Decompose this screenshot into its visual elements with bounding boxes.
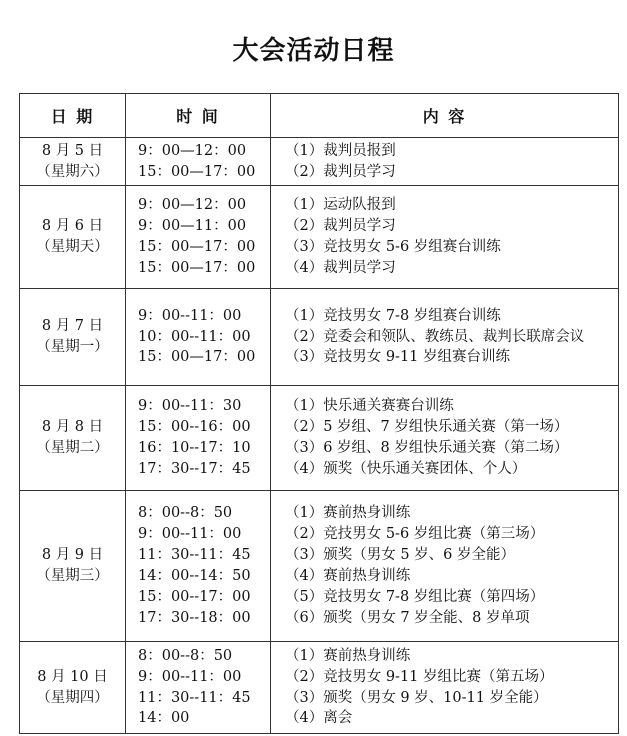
date-text: 8 月 8 日 xyxy=(41,419,104,435)
header-time: 时 间 xyxy=(126,94,271,138)
table-row xyxy=(20,642,619,734)
weekday-text: （星期六） xyxy=(36,163,109,180)
time-slot: 11：30--11：45 xyxy=(138,547,251,564)
activity-item: （2）5 岁组、7 岁组快乐通关赛（第一场） xyxy=(285,419,569,436)
table-row xyxy=(20,491,619,642)
weekday-text: （星期四） xyxy=(36,689,109,706)
weekday-text: （星期一） xyxy=(36,339,109,355)
activity-item: （1）赛前热身训练 xyxy=(285,647,411,664)
time-slot: 15：00—17：00 xyxy=(138,163,256,180)
activity-item: （5）竞技男女 7-8 岁组比赛（第四场） xyxy=(285,588,545,605)
table-row xyxy=(20,386,619,491)
time-slot: 16：10--17：10 xyxy=(138,440,251,456)
activity-item: （1）竞技男女 7-8 岁组赛台训练 xyxy=(285,307,501,324)
content-cell xyxy=(271,386,619,491)
table-row xyxy=(20,289,619,386)
time-slot: 9：00—12：00 xyxy=(138,142,247,159)
content-cell xyxy=(271,186,619,289)
time-slot: 15：00--17：00 xyxy=(138,588,251,605)
time-slot: 15：00—17：00 xyxy=(138,259,256,276)
activity-item: （6）颁奖（男女 7 岁全能、8 岁单项 xyxy=(285,609,530,626)
schedule-table xyxy=(19,93,619,734)
date-cell xyxy=(20,138,126,186)
time-slot: 14：00--14：50 xyxy=(138,568,251,584)
activity-item: （1）裁判员报到 xyxy=(285,142,396,159)
activity-item: （1）赛前热身训练 xyxy=(285,505,411,522)
date-cell xyxy=(20,186,126,289)
time-slot: 15：00—17：00 xyxy=(138,239,256,255)
time-cell xyxy=(126,386,271,491)
date-text: 8 月 5 日 xyxy=(41,142,104,159)
time-slot: 17：30--17：45 xyxy=(138,460,251,477)
table-row xyxy=(20,138,619,186)
time-slot: 14：00 xyxy=(138,710,190,727)
weekday-text: （星期三） xyxy=(36,568,109,584)
date-text: 8 月 6 日 xyxy=(41,218,104,234)
activity-item: （3）颁奖（男女 5 岁、6 岁全能） xyxy=(285,547,516,564)
header-content: 内 容 xyxy=(271,94,619,138)
activity-item: （1）快乐通关赛赛台训练 xyxy=(285,398,454,415)
time-slot: 15：00—17：00 xyxy=(138,349,256,366)
time-slot: 9：00--11：00 xyxy=(138,668,242,685)
weekday-text: （星期二） xyxy=(36,440,109,456)
time-slot: 8：00--8：50 xyxy=(138,647,233,664)
content-cell xyxy=(271,642,619,734)
date-cell xyxy=(20,386,126,491)
activity-item: （4）离会 xyxy=(285,710,353,727)
activity-item: （4）赛前热身训练 xyxy=(285,568,411,584)
activity-item: （2）竞技男女 5-6 岁组比赛（第三场） xyxy=(285,526,545,543)
time-slot: 8：00--8：50 xyxy=(138,505,233,522)
time-slot: 10：00--11：00 xyxy=(138,328,251,345)
date-text: 8 月 10 日 xyxy=(37,668,108,685)
time-slot: 11：30--11：45 xyxy=(138,689,251,706)
activity-item: （2）裁判员学习 xyxy=(285,218,396,235)
activity-item: （4）颁奖（快乐通关赛团体、个人） xyxy=(285,460,527,477)
activity-item: （3）竞技男女 9-11 岁组赛台训练 xyxy=(285,349,511,366)
content-cell xyxy=(271,491,619,642)
date-text: 8 月 9 日 xyxy=(41,547,104,563)
time-slot: 9：00--11：00 xyxy=(138,526,242,543)
time-slot: 9：00--11：00 xyxy=(138,307,242,324)
time-slot: 15：00--16：00 xyxy=(138,419,251,436)
activity-item: （3）6 岁组、8 岁组快乐通关赛（第二场） xyxy=(285,440,569,456)
time-cell xyxy=(126,138,271,186)
activity-item: （3）颁奖（男女 9 岁、10-11 岁全能） xyxy=(285,689,548,706)
activity-item: （3）竞技男女 5-6 岁组赛台训练 xyxy=(285,239,501,255)
date-cell xyxy=(20,642,126,734)
date-cell xyxy=(20,491,126,642)
activity-item: （4）裁判员学习 xyxy=(285,259,396,276)
date-cell xyxy=(20,289,126,386)
time-slot: 9：00—12：00 xyxy=(138,197,247,214)
activity-item: （2）竞委会和领队、教练员、裁判长联席会议 xyxy=(285,328,585,345)
time-cell xyxy=(126,186,271,289)
activity-item: （2）裁判员学习 xyxy=(285,163,396,180)
header-row xyxy=(20,94,619,138)
activity-item: （1）运动队报到 xyxy=(285,197,396,214)
time-slot: 9：00--11：30 xyxy=(138,398,242,415)
header-date: 日 期 xyxy=(20,94,126,138)
content-cell xyxy=(271,289,619,386)
content-cell xyxy=(271,138,619,186)
activity-item: （2）竞技男女 9-11 岁组比赛（第五场） xyxy=(285,668,554,685)
time-cell xyxy=(126,289,271,386)
weekday-text: （星期天） xyxy=(36,239,109,255)
date-text: 8 月 7 日 xyxy=(41,318,104,334)
page-title: 大会活动日程 xyxy=(232,36,395,66)
table-row xyxy=(20,186,619,289)
time-cell xyxy=(126,491,271,642)
time-slot: 9：00—11：00 xyxy=(138,218,247,235)
time-cell xyxy=(126,642,271,734)
time-slot: 17：30--18：00 xyxy=(138,609,251,626)
